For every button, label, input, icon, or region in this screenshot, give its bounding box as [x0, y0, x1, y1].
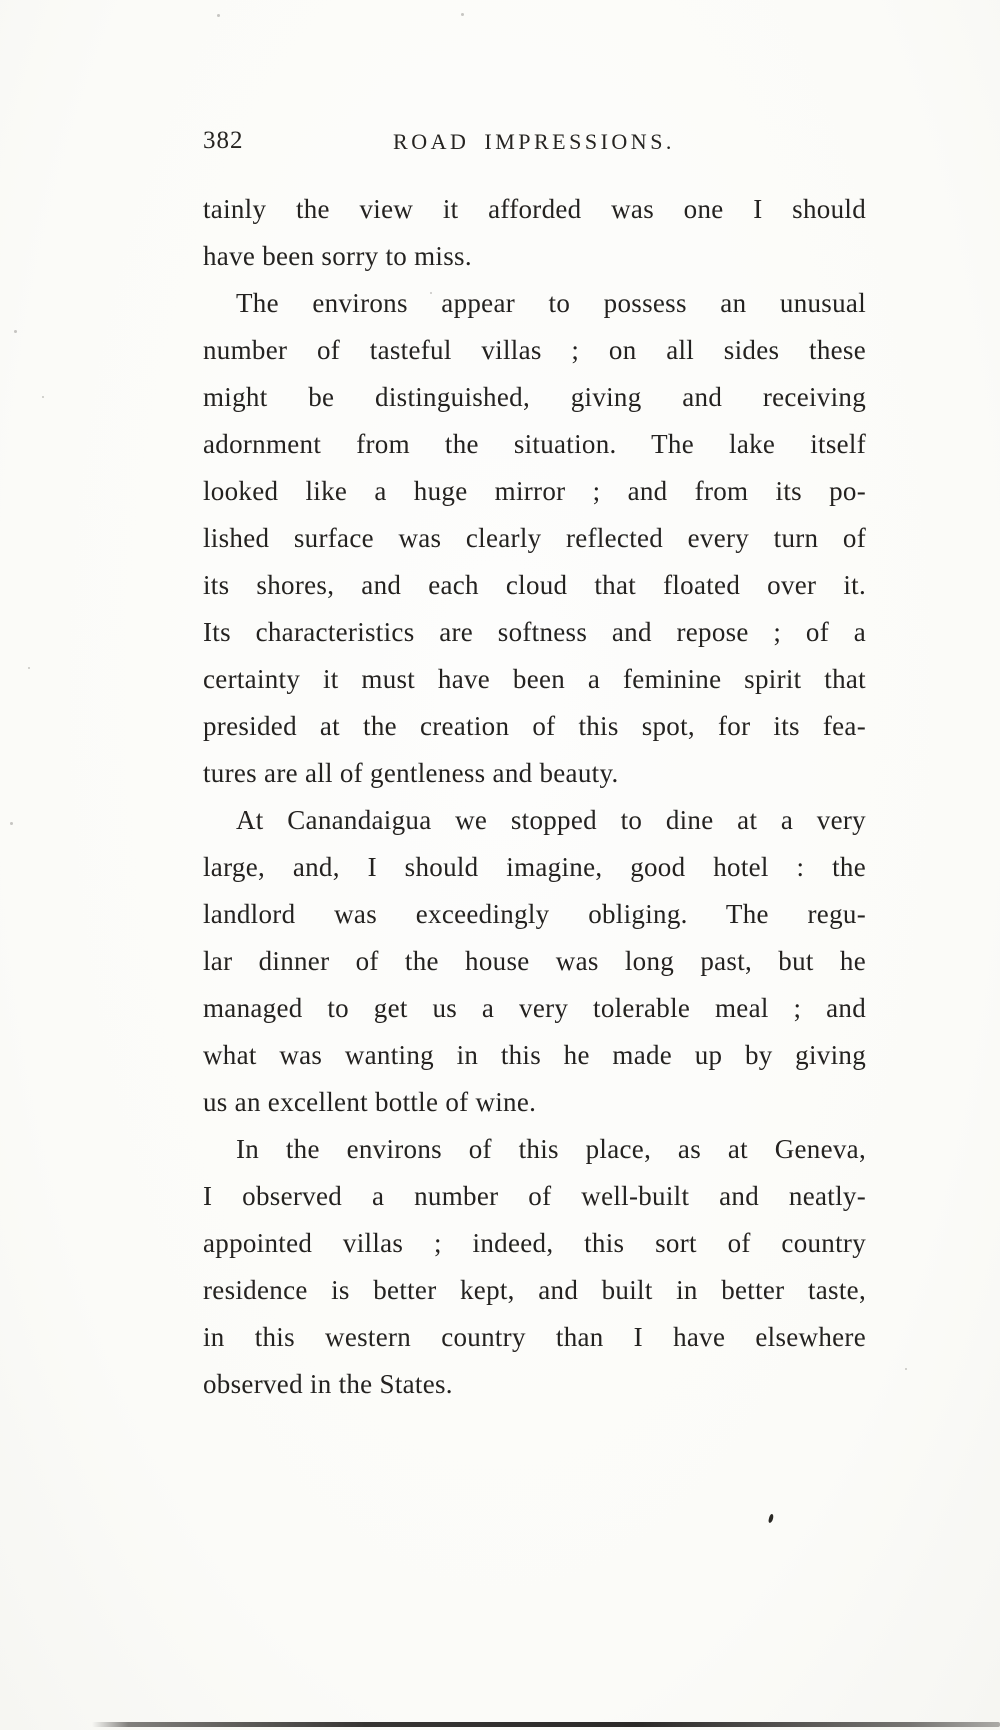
running-title: ROAD IMPRESSIONS. — [393, 129, 675, 154]
text-line: might be distinguished, giving and receiving — [203, 382, 866, 412]
text-line: large, and, I should imagine, good hotel : the — [203, 852, 866, 882]
text-line: what was wanting in this he made up by giving — [203, 1040, 866, 1070]
text-line: looked like a huge mirror ; and from its po- — [203, 476, 866, 506]
text-line: in this western country than I have elsewhere — [203, 1322, 866, 1352]
text-line: adornment from the situation. The lake itself — [203, 429, 866, 459]
scan-speck — [10, 822, 13, 825]
text-line: have been sorry to miss. — [203, 241, 472, 271]
text-line: managed to get us a very tolerable meal ; and — [203, 993, 866, 1023]
page-number: 382 — [203, 127, 244, 154]
text-line: certainty it must have been a feminine spirit that — [203, 664, 866, 694]
scan-speck — [461, 13, 464, 16]
text-line: us an excellent bottle of wine. — [203, 1087, 537, 1117]
scan-speck — [14, 330, 17, 333]
text-line: landlord was exceedingly obliging. The regu- — [203, 899, 866, 929]
text-line: appointed villas ; indeed, this sort of country — [203, 1228, 866, 1258]
scan-speck — [28, 667, 30, 669]
text-line: lished surface was clearly reflected every turn of — [203, 523, 866, 553]
page-bottom-edge — [92, 1722, 1000, 1727]
scan-speck — [217, 14, 220, 17]
scan-speck — [905, 1368, 907, 1370]
scan-mark — [768, 1514, 774, 1524]
text-line: tainly the view it afforded was one I should — [203, 194, 866, 224]
text-line: number of tasteful villas ; on all sides these — [203, 335, 866, 365]
text-line: The environs appear to possess an unusual — [236, 288, 866, 318]
text-line: residence is better kept, and built in better taste, — [203, 1275, 866, 1305]
text-line: lar dinner of the house was long past, but he — [203, 946, 866, 976]
scan-speck — [430, 292, 432, 294]
text-line: I observed a number of well-built and neatly- — [203, 1181, 866, 1211]
page-header — [203, 127, 865, 161]
text-line: In the environs of this place, as at Geneva, — [236, 1134, 866, 1164]
text-line: presided at the creation of this spot, for its fea- — [203, 711, 866, 741]
text-block — [203, 186, 866, 1408]
scan-speck — [42, 396, 44, 398]
text-line: Its characteristics are softness and repose ; of a — [203, 617, 866, 647]
text-line: At Canandaigua we stopped to dine at a very — [236, 805, 866, 835]
text-line: tures are all of gentleness and beauty. — [203, 758, 619, 788]
text-line: observed in the States. — [203, 1369, 453, 1399]
text-line: its shores, and each cloud that floated over it. — [203, 570, 866, 600]
